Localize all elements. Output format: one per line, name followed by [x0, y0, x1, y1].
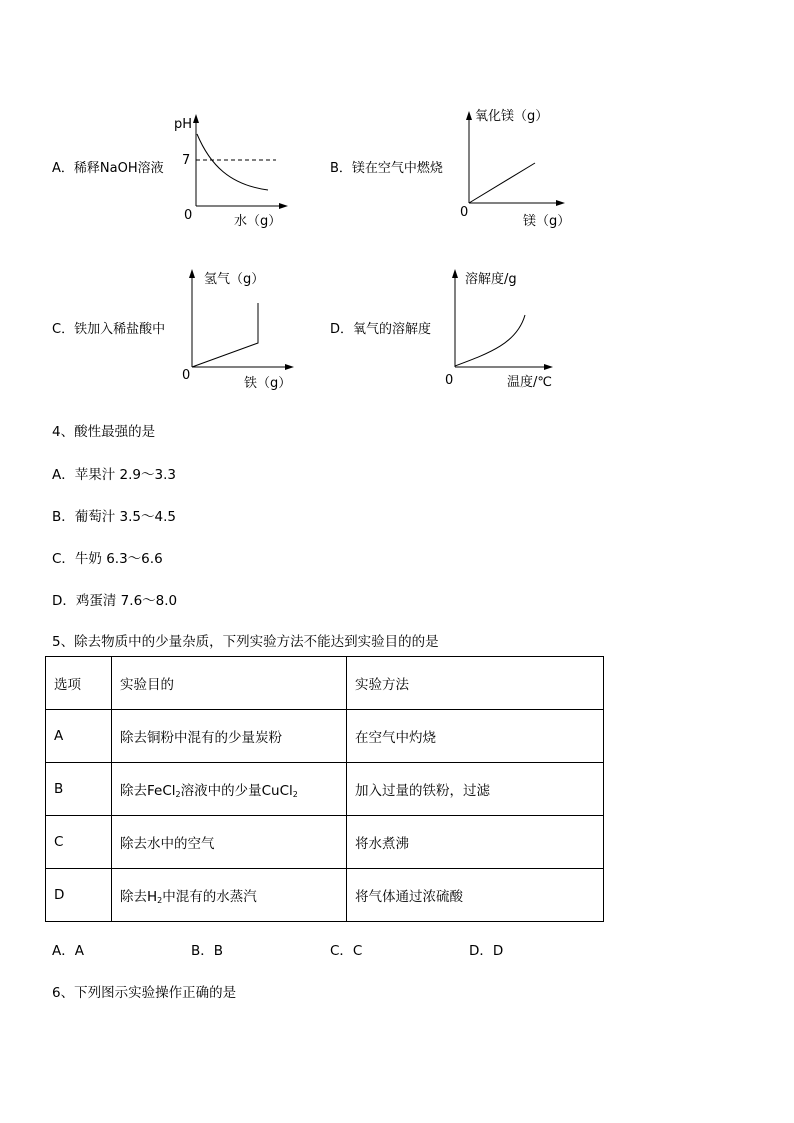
graph-c-ylabel: 氢气（g） [204, 272, 265, 287]
table-row [46, 816, 604, 869]
graph-a [170, 110, 310, 230]
graph-c-origin: 0 [182, 368, 191, 383]
q4-option-b: B．葡萄汁 3.5～4.5 [52, 509, 176, 525]
header-method: 实验方法 [347, 657, 604, 710]
graph-a-origin: 0 [184, 208, 193, 223]
row-goal [112, 869, 347, 922]
graph-d-option-label: D．氧气的溶解度 [330, 322, 432, 337]
q5-answer-c: C．C [330, 943, 363, 959]
q5-answer-b: B．B [191, 943, 224, 959]
graph-a-ylabel: pH [174, 117, 193, 132]
graph-a-tick-7: 7 [182, 153, 191, 168]
header-option: 选项 [46, 657, 112, 710]
graph-d [445, 265, 575, 395]
graph-b-origin: 0 [460, 205, 469, 220]
hydrogen-line [192, 303, 258, 367]
q5-stem: 5、除去物质中的少量杂质，下列实验方法不能达到实验目的的是 [52, 634, 439, 650]
row-method: 在空气中灼烧 [347, 710, 604, 763]
row-option: A [46, 710, 112, 763]
graph-b-option-label: B．镁在空气中燃烧 [330, 161, 443, 176]
graph-b [455, 105, 585, 230]
row-option: C [46, 816, 112, 869]
graph-c [180, 265, 310, 395]
ph-curve [197, 134, 268, 190]
magnesium-oxide-line [469, 163, 535, 203]
table-header-row [46, 657, 604, 710]
q5-table [45, 656, 604, 922]
q6-stem: 6、下列图示实验操作正确的是 [52, 985, 237, 1001]
graph-b-xlabel: 镁（g） [523, 214, 571, 229]
table-row [46, 869, 604, 922]
row-method: 将水煮沸 [347, 816, 604, 869]
graph-a-xlabel: 水（g） [234, 214, 282, 229]
table-row [46, 710, 604, 763]
q5-answer-d: D．D [469, 943, 504, 959]
graph-d-origin: 0 [445, 373, 454, 388]
header-goal: 实验目的 [112, 657, 347, 710]
row-goal [112, 763, 347, 816]
graph-c-option-label: C．铁加入稀盐酸中 [52, 322, 166, 337]
goal-text-pre: 除去FeCl [120, 783, 176, 799]
row-option: B [46, 763, 112, 816]
goal-text-pre: 除去H [120, 889, 158, 905]
graph-d-xlabel: 温度/℃ [507, 375, 552, 390]
goal-subscript: 2 [175, 790, 181, 799]
graph-c-xlabel: 铁（g） [244, 376, 292, 391]
row-goal: 除去铜粉中混有的少量炭粉 [112, 710, 347, 763]
goal-subscript: 2 [292, 790, 298, 799]
q4-option-d: D．鸡蛋清 7.6～8.0 [52, 593, 178, 609]
q5-answer-a: A．A [52, 943, 84, 959]
goal-subscript: 2 [157, 896, 163, 905]
q4-stem: 4、酸性最强的是 [52, 424, 156, 440]
graph-d-ylabel: 溶解度/g [465, 272, 517, 287]
q4-option-c: C．牛奶 6.3～6.6 [52, 551, 163, 567]
row-method: 将气体通过浓硫酸 [347, 869, 604, 922]
graph-a-option-label: A．稀释NaOH溶液 [52, 161, 164, 176]
row-method: 加入过量的铁粉，过滤 [347, 763, 604, 816]
q4-option-a: A．苹果汁 2.9～3.3 [52, 467, 176, 483]
solubility-curve [455, 315, 525, 366]
goal-text-post: 中混有的水蒸汽 [162, 889, 257, 905]
row-goal: 除去水中的空气 [112, 816, 347, 869]
row-option: D [46, 869, 112, 922]
graph-b-ylabel: 氧化镁（g） [475, 109, 549, 124]
table-row [46, 763, 604, 816]
goal-text-mid: 溶液中的少量CuCl [180, 783, 293, 799]
